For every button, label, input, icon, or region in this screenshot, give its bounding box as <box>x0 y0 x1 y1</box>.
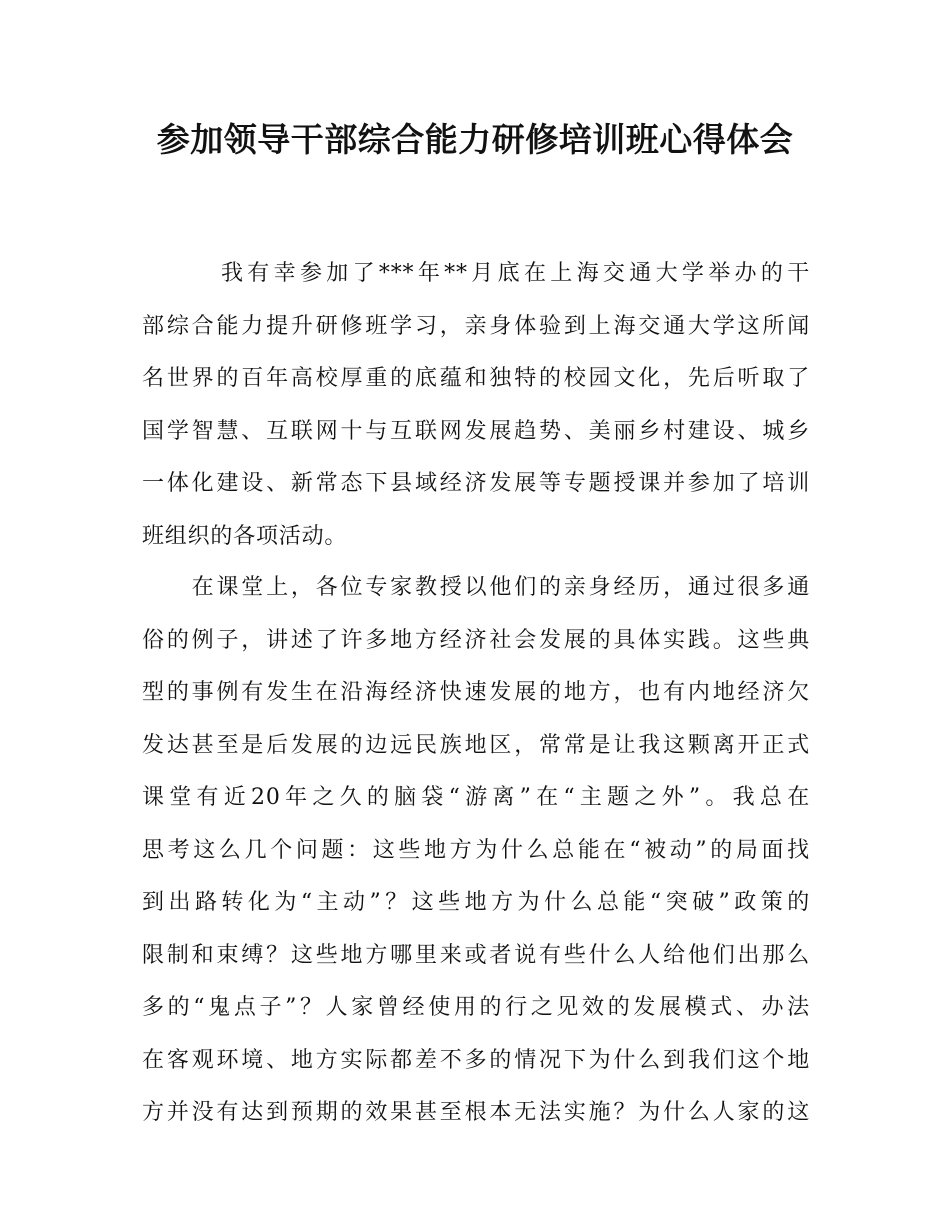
text-line: 俗的例子，讲述了许多地方经济社会发展的具体实践。这些典 <box>142 627 810 653</box>
text-line: 型的事例有发生在沿海经济快速发展的地方，也有内地经济欠 <box>142 680 810 705</box>
text-line: 限制和束缚？这些地方哪里来或者说有些什么人给他们出那么 <box>142 942 810 968</box>
text-line: 班组织的各项活动。 <box>142 523 348 549</box>
text-line: 课堂有近20年之久的脑袋“游离”在“主题之外”。我总在 <box>142 785 810 810</box>
text-line: 名世界的百年高校厚重的底蕴和独特的校园文化，先后听取了 <box>142 366 810 391</box>
text-line: 方并没有达到预期的效果甚至根本无法实施？为什么人家的这 <box>142 1100 810 1125</box>
text-line: 在课堂上，各位专家教授以他们的亲身经历，通过很多通 <box>142 575 810 600</box>
text-line: 思考这么几个问题：这些地方为什么总能在“被动”的局面找 <box>142 837 810 863</box>
text-line: 多的“鬼点子”？人家曾经使用的行之见效的发展模式、办法 <box>142 995 810 1020</box>
text-line: 到出路转化为“主动”？这些地方为什么总能“突破”政策的 <box>142 890 810 915</box>
text-line: 部综合能力提升研修班学习，亲身体验到上海交通大学这所闻 <box>142 313 810 339</box>
paragraph-1 <box>142 248 810 563</box>
text-line: 国学智慧、互联网十与互联网发展趋势、美丽乡村建设、城乡 <box>142 418 810 444</box>
text-line: 我有幸参加了***年**月底在上海交通大学举办的干 <box>142 261 810 286</box>
document-title: 参加领导干部综合能力研修培训班心得体会 <box>156 120 794 159</box>
paragraph-2 <box>142 562 810 1140</box>
text-line: 发达甚至是后发展的边远民族地区，常常是让我这颗离开正式 <box>142 732 810 758</box>
text-line: 一体化建设、新常态下县域经济发展等专题授课并参加了培训 <box>142 471 810 496</box>
text-line: 在客观环境、地方实际都差不多的情况下为什么到我们这个地 <box>142 1047 810 1073</box>
